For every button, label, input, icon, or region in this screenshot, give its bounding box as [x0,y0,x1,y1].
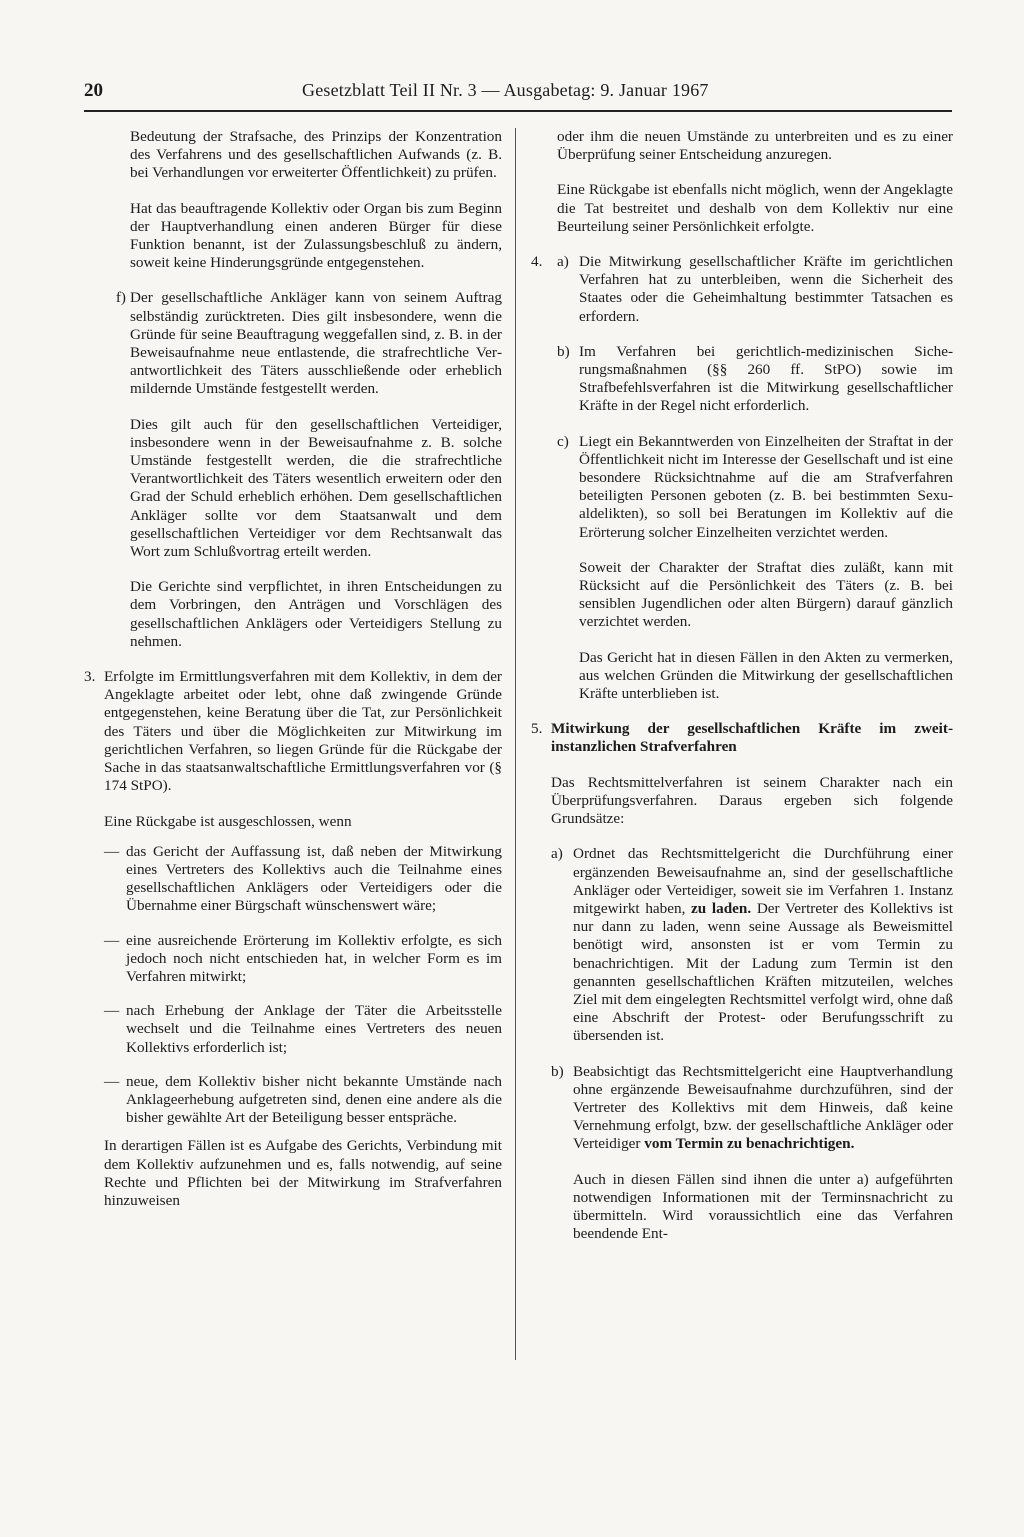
paragraph: Liegt ein Bekanntwerden von Einzelheiten der Straftat in der Öffentlichkeit nicht im Interesse der Gesellschaft und ist eine besondere Rücksichtnahme auf die am Strafverfahren beteiligten Personen geboten (z. B. bei bestimmten Sexualdelikten), so soll bei Beratungen im Kollektiv auf die Erörterung solcher Einzelheiten verzichtet werden. [579,432,953,541]
paragraph: oder ihm die neuen Umstände zu unterbreiten und es zu einer Überprüfung seiner Entscheidung anzuregen. [557,128,953,164]
dash-text: neue, dem Kollektiv bisher nicht bekannte Umstände nach Anklageerhebung aufgetreten sind, denen eine andere als die bisher gewählte Art der Beteiligung besser entspräche. [126,1072,502,1127]
list-item-4 [531,253,953,720]
dash-marker: — [104,1002,120,1020]
text-run: Ordnet das Rechtsmittelgericht die Durchführung einer ergänzenden Beweisaufnahme an, sind der gesellschaftliche Ankläger oder Verteidiger, soweit sie im Verfahren 1. Instanz mitgewirkt haben, [573,845,953,917]
dash-marker: — [104,842,120,860]
list-item-3 [84,668,502,831]
column-divider [515,128,516,1360]
dash-item [104,1073,502,1128]
dash-text: nach Erhebung der Anklage der Täter die Arbeitsstelle wechselt und die Teilnahme eines Vertreters des neuen Kollektivs erforderlich ist; [126,1002,502,1056]
sub-item-b [557,343,953,416]
sub-marker: a) [551,845,563,863]
sub-item-a [551,845,953,1045]
sub-marker: b) [557,342,570,360]
bold-text: zu laden. [691,899,752,917]
text-run: Beabsichtigt das Rechtsmittelgericht eine Hauptverhandlung ohne ergänzende Beweisaufnahme durchzuführen, sind der Vertreter des Kollektivs mit dem Hinweis, daß keine Vernehmung erfolgt, bzw. der gesellschaftliche Ankläger oder Verteidiger [573,1062,953,1153]
paragraph: Der gesellschaftliche Ankläger kann von seinem Auftrag selbständig zurücktreten. Dies gilt insbesondere, wenn die Gründe für seine Beauftragung weggefallen sind, z. B. in der Beweisaufnahme neue entlastende, die strafrechtliche Verantwortlichkeit des Täters ausschließende oder erheblich mildernde Umstände festgestellt werden. [130,289,502,398]
sub-marker: c) [557,432,569,450]
page-header [84,78,952,112]
paragraph: Eine Rückgabe ist ausgeschlossen, wenn [104,812,352,830]
sub-marker: a) [557,253,569,271]
section-heading: Mitwirkung der gesellschaftlichen Kräfte im zweitinstanzlichen Strafverfahren [551,720,953,756]
dash-text: das Gericht der Auffassung ist, daß neben der Mitwirkung eines Vertreters des Kollektivs auch die Teilnahme eines gesellschaftlichen Anklägers oder Verteidigers oder die Übernahme einer Bürgschaft wünschenswert wäre; [126,842,502,915]
dash-item [104,932,502,987]
left-column [84,128,502,1227]
dash-item [104,1002,502,1057]
paragraph [573,1063,953,1154]
dash-marker: — [104,1072,120,1090]
paragraph: Soweit der Charakter der Straftat dies zuläßt, kann mit Rücksicht auf die Persönlichkeit des Täters (z. B. bei sensiblen Jugendlichen oder alten Bürgern) darauf gänzlich verzichtet werden. [579,558,953,631]
sub-marker: b) [551,1062,564,1080]
paragraph: Auch in diesen Fällen sind ihnen die unter a) aufgeführten notwendigen Informationen mit der Terminsnachricht zu übermitteln. Wird voraussichtlich eine das Verfahren beendende Ent- [573,1170,953,1243]
paragraph: In derartigen Fällen ist es Aufgabe des Gerichts, Verbindung mit dem Kollektiv aufzunehmen und es, falls notwendig, auf seine Rechte und Pflichten bei der Mitwirkung im Strafverfahren hinzuweisen [104,1137,502,1209]
dash-text: eine ausreichende Erörterung im Kollektiv erfolgte, es sich jedoch noch nicht entschieden hat, in welcher Form es im Verfahren mitwirkt; [126,931,502,985]
paragraph: Die Gerichte sind verpflichtet, in ihren Entscheidungen zu dem Vorbringen, den Anträgen und Vorschlägen des gesellschaftlichen Anklägers oder Verteidigers Stellung zu nehmen. [130,578,502,650]
list-item-5 [531,720,953,1260]
paragraph [573,845,953,1045]
item-marker: 3. [84,668,96,686]
item-marker: f) [115,289,126,307]
bold-text: vom Termin zu benachrichtigen. [644,1135,855,1153]
right-column [531,128,953,1277]
paragraph: Hat das beauftragende Kollektiv oder Organ bis zum Beginn der Hauptverhandlung einen anderen Bürger für diese Funktion benannt, ist der Zulassungsbeschluß zu ändern, soweit keine Hinderungsgründe entgegenstehen. [130,199,502,272]
list-item-f [84,289,502,651]
text-run: Der Vertreter des Kollektivs ist nur dann zu laden, wenn seine Aussage als Beweismittel benötigt wird, ansonsten ist er vom Termin zu benachrichtigen. Mit der Ladung zum Termin ist den genannten gesellschaftlichen Kräften mitzuteilen, welches Ziel mit dem eingelegten Rechtsmittel verfolgt wird, ohne daß eine Abschrift der Protest- oder Berufungsschrift zu übersenden ist. [573,899,953,1045]
page-number: 20 [84,80,103,101]
item-marker: 4. [531,253,543,271]
paragraph: Die Mitwirkung gesellschaftlicher Kräfte im gerichtlichen Verfahren hat zu unterbleiben, wenn die Sicherheit des Staates oder die Geheimhaltung bestimmter Tatsachen es erfordern. [579,253,953,325]
paragraph: Dies gilt auch für den gesellschaftlichen Verteidiger, insbesondere wenn in der Beweisaufnahme z. B. solche Umstände festgestellt werden, die die strafrechtliche Verantwortlichkeit des Täters wesentlich erweitern oder den Grad der Schuld erheblich erhöhen. Dem gesellschaftlichen Ankläger sollte vor dem Staatsanwalt und dem gesellschaftlichen Verteidiger vor dem Rechtsanwalt das Wort zum Schlußvortrag erteilt werden. [130,415,502,561]
paragraph: Erfolgte im Ermittlungsverfahren mit dem Kollektiv, in dem der Angeklagte arbeitet oder lebt, ohne daß zwingende Gründe entgegenstehen, keine Beratung über die Tat, zur Persönlichkeit des Täters und über die Möglichkeiten zur Mitwirkung im gerichtlichen Verfahren, so liegen Gründe für die Rückgabe der Sache in das staatsanwaltschaftliche Ermittlungsverfahren vor (§ 174 StPO). [104,668,502,795]
paragraph: Eine Rückgabe ist ebenfalls nicht möglich, wenn der Angeklagte die Tat bestreitet und deshalb von dem Kollektiv nur eine Beurteilung seiner Persönlichkeit erfolgte. [557,181,953,235]
running-head: Gesetzblatt Teil II Nr. 3 — Ausgabetag: 9. Januar 1967 [302,80,709,100]
paragraph: Das Gericht hat in diesen Fällen in den Akten zu vermerken, aus welchen Gründen die Mitwirkung der gesellschaftlichen Kräfte unterblieben ist. [579,648,953,703]
sub-item-c [557,433,953,704]
sub-item-b [551,1063,953,1244]
dash-marker: — [104,931,120,949]
paragraph: Bedeutung der Strafsache, des Prinzips der Konzentration des Verfahrens und des gesellschaftlichen Aufwands (z. B. bei Verhandlungen vor erweiterter Öffentlichkeit) zu prüfen. [130,128,502,182]
sub-item-a [557,253,953,326]
paragraph: Das Rechtsmittelverfahren ist seinem Charakter nach ein Überprüfungsverfahren. Daraus ergeben sich folgende Grundsätze: [551,773,953,828]
item-marker: 5. [531,720,543,738]
paragraph: Im Verfahren bei gerichtlich-medizinischen Sicherungsmaßnahmen (§§ 260 ff. StPO) sowie im Strafbefehlsverfahren ist die Mitwirkung gesellschaftlicher Kräfte in der Regel nicht erforderlich. [579,342,953,415]
dash-item [104,843,502,916]
